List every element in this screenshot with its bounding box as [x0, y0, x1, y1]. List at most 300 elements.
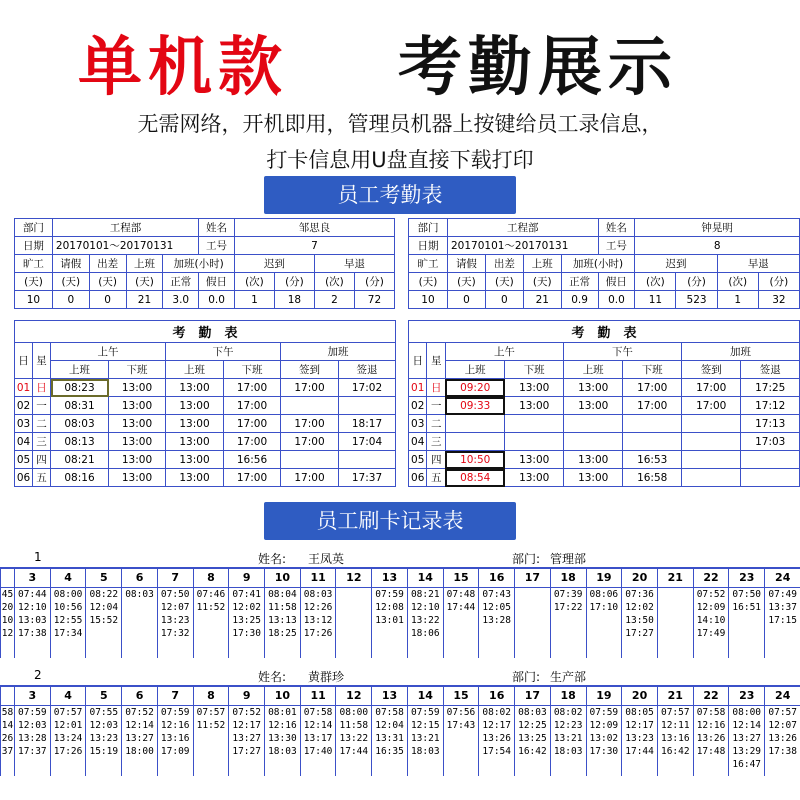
stat-unit: 正常	[163, 273, 199, 291]
dept-label: 部门:	[512, 552, 541, 566]
stat-head: 出差	[89, 255, 126, 273]
swipe-times: 07:55 12:03 13:23 15:19	[86, 706, 122, 776]
day-cell: 02	[409, 397, 427, 415]
headline	[0, 16, 800, 105]
subtitle-line-2: 打卡信息用U盘直接下载打印	[266, 148, 534, 172]
time-cell: 17:37	[339, 469, 396, 487]
day-number	[1, 687, 15, 706]
sub-head: 上班	[51, 361, 109, 379]
dept-value: 生产部	[550, 670, 587, 684]
day-number: 5	[86, 687, 122, 706]
stat-unit: (次)	[635, 273, 676, 291]
stat-unit: (次)	[717, 273, 758, 291]
time-cell: 17:00	[623, 379, 681, 397]
swipe-times: 07:58 12:14 13:17 17:40	[300, 706, 336, 776]
stat-unit: (分)	[676, 273, 717, 291]
day-cell: 02	[15, 397, 33, 415]
time-cell: 13:00	[505, 397, 563, 415]
am-head: 上午	[51, 343, 166, 361]
sub-head: 下班	[109, 361, 166, 379]
time-cell: 13:00	[109, 469, 166, 487]
swipe-times: 07:43 12:05 13:28	[479, 588, 515, 658]
day-cell: 05	[15, 451, 33, 469]
time-cell: 08:03	[51, 415, 109, 433]
swipe-times: 07:57 12:07 13:26 17:38	[765, 706, 800, 776]
time-cell: 17:00	[224, 397, 281, 415]
time-cell: 17:12	[741, 397, 800, 415]
time-cell: 13:00	[109, 451, 166, 469]
time-cell: 17:00	[681, 379, 741, 397]
time-cell: 08:31	[51, 397, 109, 415]
stat-head: 上班	[126, 255, 163, 273]
day-number: 4	[50, 687, 86, 706]
stat-unit: (天)	[89, 273, 126, 291]
swipe-times: 08:00 11:58 13:22 17:44	[336, 706, 372, 776]
day-number: 7	[157, 687, 193, 706]
swipe-times: 58 14 26 37	[1, 706, 15, 776]
stat-unit: (分)	[354, 273, 394, 291]
swipe-times: 07:52 12:17 13:27 17:27	[229, 706, 265, 776]
time-cell	[445, 415, 505, 433]
employee-number: 2	[34, 668, 42, 682]
sub-head: 上班	[445, 361, 505, 379]
stat-unit: 假日	[199, 273, 235, 291]
sub-head: 下班	[623, 361, 681, 379]
time-cell: 08:23	[51, 379, 109, 397]
attendance-row	[15, 379, 396, 397]
time-cell: 16:53	[623, 451, 681, 469]
pm-head: 下午	[166, 343, 281, 361]
stat-unit: (次)	[234, 273, 274, 291]
day-number: 15	[443, 569, 479, 588]
attendance-row	[15, 397, 396, 415]
swipe-times: 08:21 12:10 13:22 18:06	[407, 588, 443, 658]
day-number: 3	[15, 687, 51, 706]
stat-value: 3.0	[163, 291, 199, 309]
day-cell: 04	[15, 433, 33, 451]
day-number: 24	[765, 687, 800, 706]
dept-label: 部门	[409, 219, 448, 237]
time-cell: 13:00	[505, 469, 563, 487]
swipe-times: 07:57 12:01 13:24 17:26	[50, 706, 86, 776]
time-cell	[681, 433, 741, 451]
stat-unit: (天)	[447, 273, 485, 291]
time-cell: 16:58	[623, 469, 681, 487]
day-number: 7	[157, 569, 193, 588]
day-cell: 日	[33, 379, 51, 397]
swipe-header	[0, 664, 800, 686]
day-number: 9	[229, 687, 265, 706]
day-cell: 05	[409, 451, 427, 469]
swipe-times: 07:59 12:16 13:16 17:09	[157, 706, 193, 776]
stat-value: 0	[52, 291, 89, 309]
sub-head: 上班	[563, 361, 623, 379]
attendance-table-right	[408, 320, 800, 487]
swipe-record-2	[0, 664, 800, 776]
swipe-times: 07:58 12:04 13:31 16:35	[372, 706, 408, 776]
stat-value: 1	[234, 291, 274, 309]
day-number: 13	[372, 687, 408, 706]
swipe-times: 07:36 12:02 13:50 17:27	[622, 588, 658, 658]
day-cell: 06	[409, 469, 427, 487]
attendance-row	[15, 451, 396, 469]
attendance-row	[409, 433, 800, 451]
headline-red: 单机款	[78, 31, 288, 105]
time-cell: 17:00	[224, 433, 281, 451]
day-number: 22	[693, 569, 729, 588]
day-cell: 三	[33, 433, 51, 451]
day-number: 4	[50, 569, 86, 588]
stat-unit: (天)	[409, 273, 448, 291]
sub-head: 下班	[505, 361, 563, 379]
day-number: 8	[193, 687, 229, 706]
swipe-times: 08:03	[122, 588, 158, 658]
id-label: 工号	[199, 237, 235, 255]
swipe-times	[657, 588, 693, 658]
swipe-times: 07:50 16:51	[729, 588, 765, 658]
sub-head: 签到	[681, 361, 741, 379]
employee-name: 王凤英	[308, 552, 345, 566]
time-cell: 17:00	[281, 415, 339, 433]
time-cell: 13:00	[505, 451, 563, 469]
attendance-row	[409, 397, 800, 415]
time-cell: 13:00	[166, 433, 224, 451]
time-cell	[281, 451, 339, 469]
swipe-times: 08:01 12:16 13:30 18:03	[265, 706, 301, 776]
attendance-row	[15, 415, 396, 433]
info-table-left	[14, 218, 395, 309]
day-number: 11	[300, 687, 336, 706]
swipe-times: 08:00 10:56 12:55 17:34	[50, 588, 86, 658]
stat-unit: (天)	[485, 273, 523, 291]
swipe-times: 08:02 12:17 13:26 17:54	[479, 706, 515, 776]
day-cell: 三	[427, 433, 445, 451]
time-cell: 13:00	[166, 379, 224, 397]
attendance-title: 考 勤 表	[15, 321, 396, 343]
swipe-times	[515, 588, 551, 658]
swipe-table	[0, 568, 800, 658]
day-label: 日	[409, 343, 427, 379]
time-cell: 08:54	[445, 469, 505, 487]
day-number: 6	[122, 687, 158, 706]
day-cell: 五	[427, 469, 445, 487]
swipe-table	[0, 686, 800, 776]
day-number: 14	[407, 687, 443, 706]
stat-head: 出差	[485, 255, 523, 273]
time-cell	[741, 451, 800, 469]
time-cell: 18:17	[339, 415, 396, 433]
time-cell	[505, 433, 563, 451]
attendance-row	[15, 469, 396, 487]
time-cell: 13:00	[166, 451, 224, 469]
id-label: 工号	[598, 237, 635, 255]
time-cell: 09:33	[445, 397, 505, 415]
attendance-row	[409, 451, 800, 469]
day-cell: 01	[15, 379, 33, 397]
ot-head: 加班	[281, 343, 396, 361]
time-cell: 17:02	[339, 379, 396, 397]
swipe-times: 07:48 17:44	[443, 588, 479, 658]
name-label: 姓名	[199, 219, 235, 237]
name-value: 钟晃明	[635, 219, 800, 237]
time-cell: 17:00	[281, 379, 339, 397]
stat-head: 旷工	[15, 255, 53, 273]
dept-value: 管理部	[550, 552, 587, 566]
sub-head: 上班	[166, 361, 224, 379]
time-cell: 13:00	[109, 415, 166, 433]
swipe-times: 07:57 12:11 13:16 16:42	[657, 706, 693, 776]
day-number: 18	[550, 687, 586, 706]
stat-head: 上班	[523, 255, 561, 273]
attendance-row	[15, 433, 396, 451]
day-cell: 四	[33, 451, 51, 469]
day-number: 12	[336, 687, 372, 706]
stat-value: 32	[758, 291, 799, 309]
time-cell: 17:00	[281, 433, 339, 451]
swipe-times: 07:59 12:15 13:21 18:03	[407, 706, 443, 776]
time-cell: 13:00	[563, 451, 623, 469]
time-cell	[563, 415, 623, 433]
subtitle-line-1: 无需网络，开机即用，管理员机器上按键给员工录信息，	[137, 112, 663, 136]
date-label: 日期	[15, 237, 53, 255]
day-number: 24	[765, 569, 800, 588]
banner-attendance: 员工考勤表	[264, 176, 516, 214]
day-number: 23	[729, 569, 765, 588]
swipe-times: 07:39 17:22	[550, 588, 586, 658]
day-number: 19	[586, 687, 622, 706]
dept-label: 部门	[15, 219, 53, 237]
employee-name: 黄群珍	[308, 670, 345, 684]
stat-unit: (分)	[758, 273, 799, 291]
time-cell: 13:00	[109, 433, 166, 451]
stat-unit: 正常	[561, 273, 598, 291]
time-cell: 13:00	[563, 397, 623, 415]
swipe-times: 07:41 12:02 13:25 17:30	[229, 588, 265, 658]
stat-head: 迟到	[635, 255, 717, 273]
day-cell: 二	[33, 415, 51, 433]
stat-value: 0	[485, 291, 523, 309]
date-value: 20170101～20170131	[447, 237, 598, 255]
stat-value: 2	[314, 291, 354, 309]
time-cell: 10:50	[445, 451, 505, 469]
name-label: 姓名:	[258, 670, 287, 684]
stat-value: 0.0	[199, 291, 235, 309]
info-table-right	[408, 218, 800, 309]
time-cell: 17:00	[224, 469, 281, 487]
swipe-times: 07:46 11:52	[193, 588, 229, 658]
day-number: 16	[479, 569, 515, 588]
stat-head: 请假	[447, 255, 485, 273]
day-number: 17	[515, 569, 551, 588]
swipe-times: 07:49 13:37 17:15	[765, 588, 800, 658]
day-number: 21	[657, 687, 693, 706]
day-number: 3	[15, 569, 51, 588]
stat-value: 0.0	[598, 291, 635, 309]
day-cell: 04	[409, 433, 427, 451]
date-value: 20170101～20170131	[52, 237, 198, 255]
dept-value: 工程部	[52, 219, 198, 237]
stat-value: 11	[635, 291, 676, 309]
time-cell: 13:00	[563, 469, 623, 487]
day-number: 21	[657, 569, 693, 588]
day-number: 13	[372, 569, 408, 588]
stat-value: 0	[89, 291, 126, 309]
time-cell: 17:00	[224, 379, 281, 397]
day-cell: 01	[409, 379, 427, 397]
day-number: 20	[622, 687, 658, 706]
stat-head: 早退	[314, 255, 394, 273]
week-label: 星	[33, 343, 51, 379]
day-cell: 03	[409, 415, 427, 433]
stat-value: 1	[717, 291, 758, 309]
time-cell	[623, 433, 681, 451]
time-cell: 13:00	[563, 379, 623, 397]
stat-value: 21	[523, 291, 561, 309]
sub-head: 签到	[281, 361, 339, 379]
attendance-row	[409, 379, 800, 397]
day-cell: 四	[427, 451, 445, 469]
day-number: 10	[265, 569, 301, 588]
day-number: 14	[407, 569, 443, 588]
name-label: 姓名:	[258, 552, 287, 566]
swipe-times: 08:05 12:17 13:23 17:44	[622, 706, 658, 776]
day-number: 6	[122, 569, 158, 588]
name-label: 姓名	[598, 219, 635, 237]
stat-value: 0.9	[561, 291, 598, 309]
time-cell: 17:00	[281, 469, 339, 487]
day-number	[1, 569, 15, 588]
day-number: 17	[515, 687, 551, 706]
day-cell: 03	[15, 415, 33, 433]
swipe-times: 08:03 12:26 13:12 17:26	[300, 588, 336, 658]
name-value: 邹思良	[234, 219, 394, 237]
time-cell	[505, 415, 563, 433]
day-number: 20	[622, 569, 658, 588]
stat-value: 18	[274, 291, 314, 309]
time-cell: 13:00	[109, 397, 166, 415]
swipe-times: 07:59 12:08 13:01	[372, 588, 408, 658]
stat-unit: (次)	[314, 273, 354, 291]
swipe-times: 07:52 12:14 13:27 18:00	[122, 706, 158, 776]
swipe-times: 45 20 10 12	[1, 588, 15, 658]
day-cell: 五	[33, 469, 51, 487]
day-cell: 一	[33, 397, 51, 415]
stat-unit: (天)	[52, 273, 89, 291]
time-cell	[563, 433, 623, 451]
day-cell: 一	[427, 397, 445, 415]
swipe-times: 07:59 12:09 13:02 17:30	[586, 706, 622, 776]
stat-unit: (天)	[523, 273, 561, 291]
day-number: 11	[300, 569, 336, 588]
attendance-row	[409, 469, 800, 487]
dept-label: 部门:	[512, 670, 541, 684]
stat-value: 0	[447, 291, 485, 309]
time-cell: 13:00	[166, 397, 224, 415]
time-cell	[445, 433, 505, 451]
dept-value: 工程部	[447, 219, 598, 237]
day-number: 10	[265, 687, 301, 706]
swipe-times: 08:02 12:23 13:21 18:03	[550, 706, 586, 776]
time-cell	[339, 451, 396, 469]
day-number: 12	[336, 569, 372, 588]
swipe-times: 08:00 12:14 13:27 13:29 16:47	[729, 706, 765, 776]
employee-number: 1	[34, 550, 42, 564]
time-cell: 17:00	[681, 397, 741, 415]
stat-unit: (分)	[274, 273, 314, 291]
time-cell	[681, 451, 741, 469]
stat-head: 早退	[717, 255, 799, 273]
stat-head: 旷工	[409, 255, 448, 273]
week-label: 星	[427, 343, 445, 379]
stat-unit: (天)	[126, 273, 163, 291]
day-number: 19	[586, 569, 622, 588]
date-label: 日期	[409, 237, 448, 255]
swipe-times: 07:56 17:43	[443, 706, 479, 776]
time-cell: 09:20	[445, 379, 505, 397]
swipe-times: 07:52 12:09 14:10 17:49	[693, 588, 729, 658]
day-number: 23	[729, 687, 765, 706]
time-cell: 16:56	[224, 451, 281, 469]
swipe-times: 08:03 12:25 13:25 16:42	[515, 706, 551, 776]
stat-unit: (天)	[15, 273, 53, 291]
stat-head: 加班(小时)	[163, 255, 235, 273]
sub-head: 签退	[339, 361, 396, 379]
time-cell: 17:25	[741, 379, 800, 397]
stat-value: 523	[676, 291, 717, 309]
swipe-times: 07:44 12:10 13:03 17:38	[15, 588, 51, 658]
swipe-times	[336, 588, 372, 658]
day-number: 16	[479, 687, 515, 706]
stat-head: 加班(小时)	[561, 255, 635, 273]
swipe-record-1	[0, 546, 800, 658]
stat-head: 迟到	[234, 255, 314, 273]
day-cell: 06	[15, 469, 33, 487]
attendance-title: 考 勤 表	[409, 321, 800, 343]
time-cell: 17:00	[224, 415, 281, 433]
stat-head: 请假	[52, 255, 89, 273]
stat-value: 10	[15, 291, 53, 309]
time-cell: 17:00	[623, 397, 681, 415]
stat-value: 21	[126, 291, 163, 309]
time-cell	[681, 415, 741, 433]
day-number: 18	[550, 569, 586, 588]
swipe-times: 07:50 12:07 13:23 17:32	[157, 588, 193, 658]
sub-head: 下班	[224, 361, 281, 379]
stat-value: 72	[354, 291, 394, 309]
day-label: 日	[15, 343, 33, 379]
am-head: 上午	[445, 343, 563, 361]
time-cell	[741, 469, 800, 487]
time-cell: 08:21	[51, 451, 109, 469]
time-cell: 08:16	[51, 469, 109, 487]
time-cell: 13:00	[166, 469, 224, 487]
day-number: 15	[443, 687, 479, 706]
time-cell: 17:04	[339, 433, 396, 451]
swipe-header	[0, 546, 800, 568]
day-cell: 二	[427, 415, 445, 433]
day-cell: 日	[427, 379, 445, 397]
day-number: 22	[693, 687, 729, 706]
swipe-times: 08:22 12:04 15:52	[86, 588, 122, 658]
time-cell	[281, 397, 339, 415]
time-cell: 13:00	[505, 379, 563, 397]
banner-swipe: 员工刷卡记录表	[264, 502, 516, 540]
time-cell: 08:13	[51, 433, 109, 451]
time-cell	[681, 469, 741, 487]
sub-head: 签退	[741, 361, 800, 379]
pm-head: 下午	[563, 343, 681, 361]
swipe-times: 07:57 11:52	[193, 706, 229, 776]
